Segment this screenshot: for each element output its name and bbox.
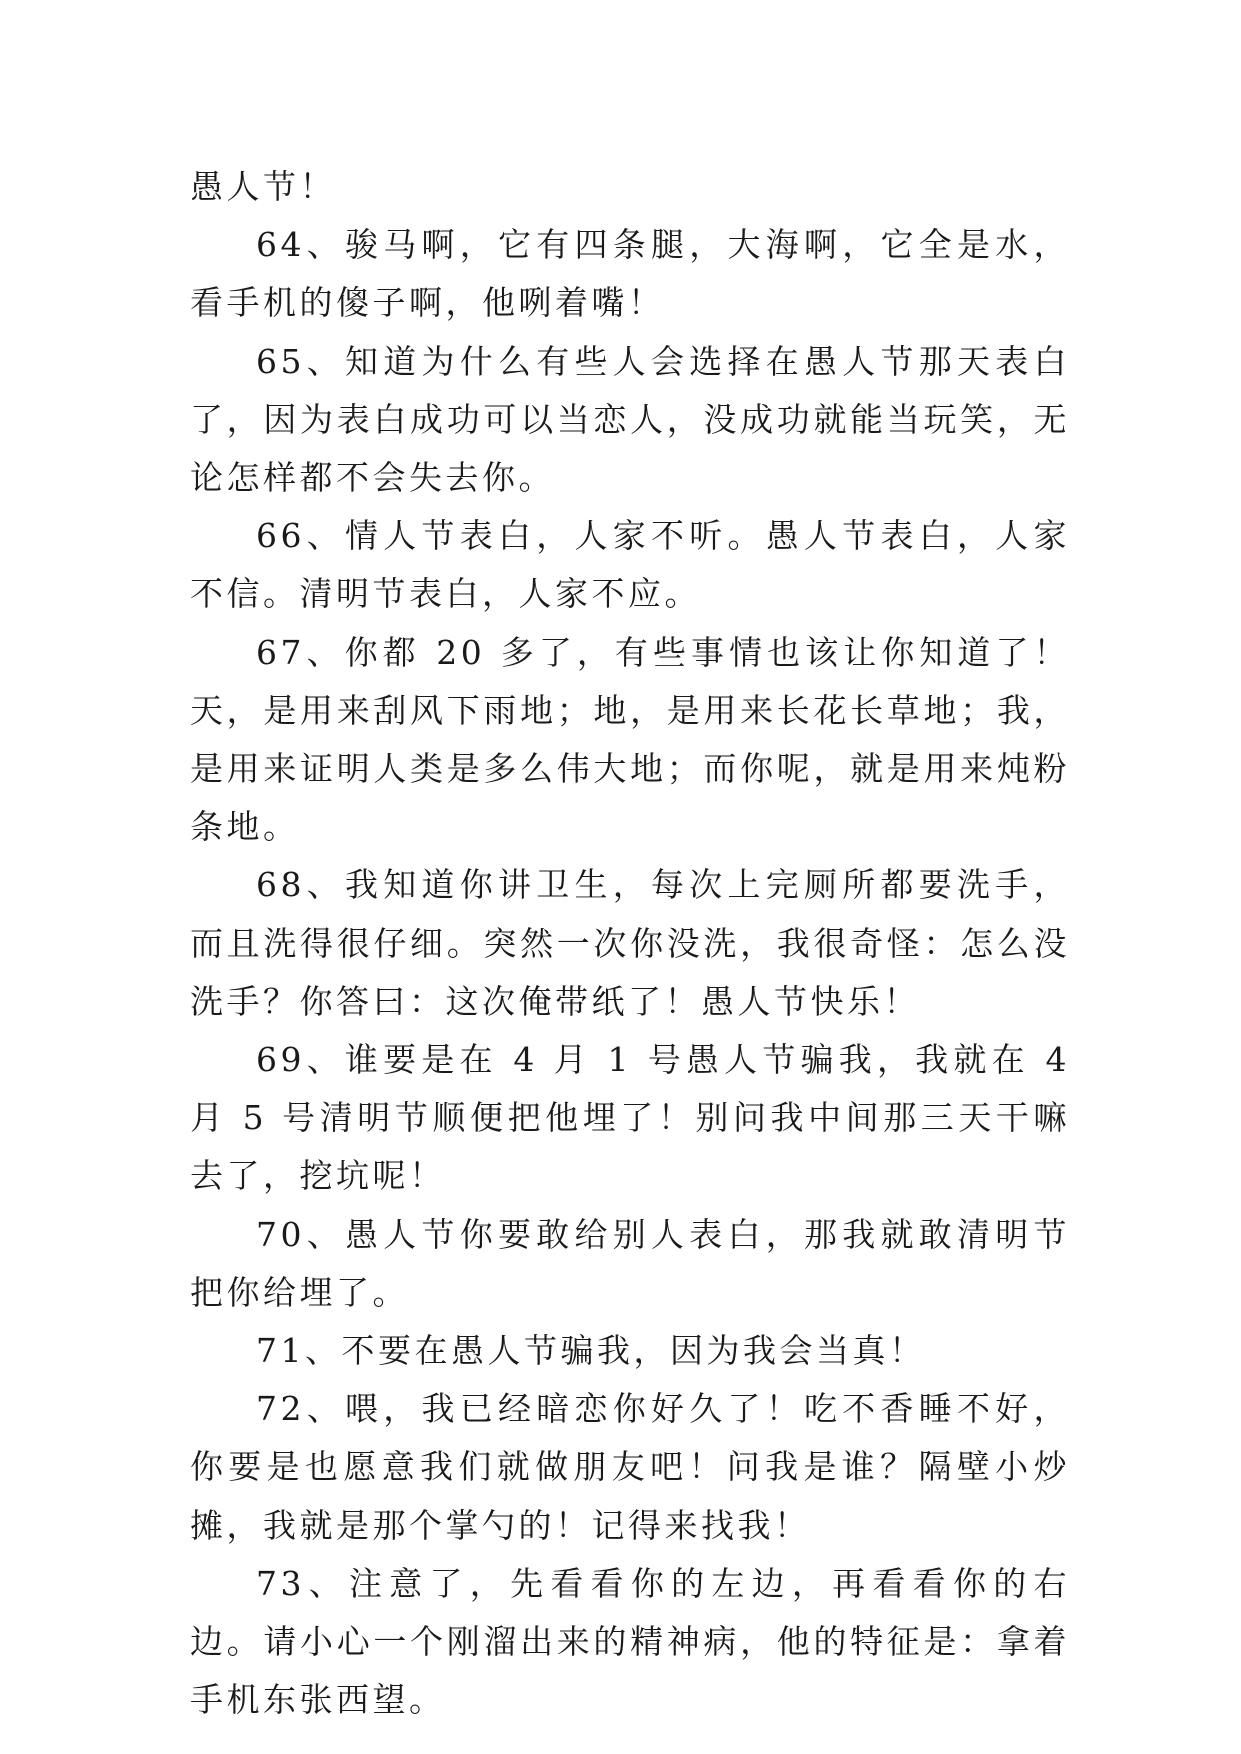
paragraph-72: 72、喂，我已经暗恋你好久了！吃不香睡不好，你要是也愿意我们就做朋友吧！问我是谁？隔壁小炒摊，我就是那个掌勺的！记得来找我！ [190,1389,1070,1545]
paragraph-67: 67、你都 20 多了，有些事情也该让你知道了！天，是用来刮风下雨地；地，是用来长花长草地；我，是用来证明人类是多么伟大地；而你呢，就是用来炖粉条地。 [190,632,1070,847]
paragraph-71: 71、不要在愚人节骗我，因为我会当真！ [256,1331,926,1371]
body-text [190,158,1070,1729]
paragraph-68: 68、我知道你讲卫生，每次上完厕所都要洗手，而且洗得很仔细。突然一次你没洗，我很奇怪：怎么没洗手？你答曰：这次俺带纸了！愚人节快乐！ [190,865,1070,1021]
paragraph-65: 65、知道为什么有些人会选择在愚人节那天表白了，因为表白成功可以当恋人，没成功就能当玩笑，无论怎样都不会失去你。 [190,341,1070,498]
paragraph-70: 70、愚人节你要敢给别人表白，那我就敢清明节把你给埋了。 [190,1214,1070,1312]
paragraph-69: 69、谁要是在 4 月 1 号愚人节骗我，我就在 4 月 5 号清明节顺便把他埋了！别问我中间那三天干嘛去了，挖坑呢！ [190,1040,1070,1196]
paragraph-66: 66、情人节表白，人家不听。愚人节表白，人家不信。清明节表白，人家不应。 [190,516,1070,614]
paragraph-73: 73、注意了，先看看你的左边，再看看你的右边。请小心一个刚溜出来的精神病，他的特征是：拿着手机东张西望。 [190,1563,1070,1720]
paragraph-64: 64、骏马啊，它有四条腿，大海啊，它全是水，看手机的傻子啊，他咧着嘴！ [190,225,1070,323]
paragraph-continuation: 愚人节！ [190,167,336,206]
